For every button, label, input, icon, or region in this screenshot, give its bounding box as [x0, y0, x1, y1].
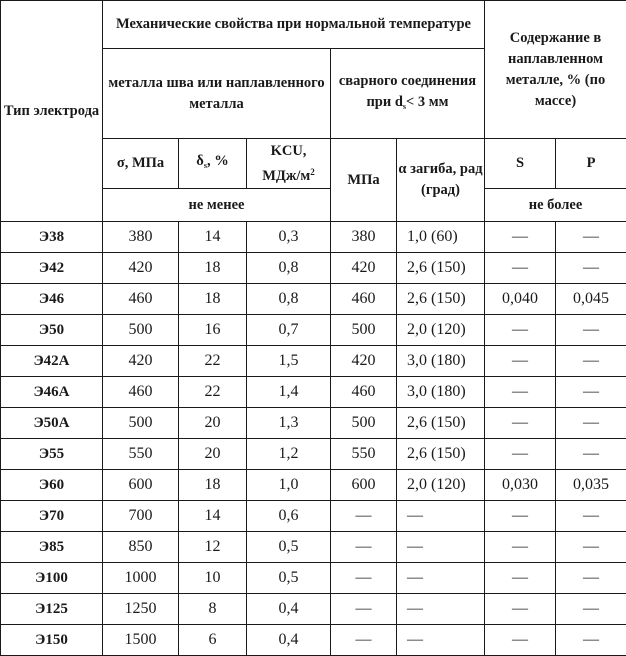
sulfur-cell: —: [485, 532, 556, 563]
bend-angle-header: α загиба, рад (град): [397, 139, 485, 222]
sulfur-cell: —: [485, 408, 556, 439]
table-row: [1, 563, 626, 594]
electrode-type-cell: Э42: [1, 253, 103, 284]
delta-suffix: , %: [206, 153, 229, 169]
joint-mpa-cell: 500: [331, 408, 397, 439]
phosphorus-cell: —: [556, 563, 626, 594]
electrode-type-cell: Э100: [1, 563, 103, 594]
delta-subscript: s: [203, 161, 207, 170]
sigma-cell: 700: [103, 501, 179, 532]
sigma-cell: 420: [103, 253, 179, 284]
joint-mpa-cell: 600: [331, 470, 397, 501]
joint-mpa-cell: 550: [331, 439, 397, 470]
table-row: [1, 408, 626, 439]
bend-angle-cell: 1,0 (60): [397, 222, 485, 253]
phosphorus-cell: —: [556, 377, 626, 408]
bend-angle-cell: —: [397, 501, 485, 532]
table-row: [1, 377, 626, 408]
electrode-type-cell: Э38: [1, 222, 103, 253]
sigma-cell: 1500: [103, 625, 179, 656]
kcu-cell: 0,4: [247, 594, 331, 625]
kcu-cell: 1,4: [247, 377, 331, 408]
joint-mpa-cell: 460: [331, 377, 397, 408]
electrode-type-cell: Э150: [1, 625, 103, 656]
phosphorus-cell: —: [556, 501, 626, 532]
joint-mpa-header: МПа: [331, 139, 397, 222]
sulfur-cell: —: [485, 346, 556, 377]
delta-cell: 18: [179, 253, 247, 284]
phosphorus-cell: 0,045: [556, 284, 626, 315]
table-row: [1, 532, 626, 563]
joint-mpa-cell: 460: [331, 284, 397, 315]
table-row: [1, 315, 626, 346]
content-header: Содержание в наплавленном металле, % (по массе): [485, 1, 626, 139]
delta-cell: 20: [179, 439, 247, 470]
sulfur-cell: —: [485, 377, 556, 408]
table-row: [1, 284, 626, 315]
delta-cell: 22: [179, 377, 247, 408]
electrode-type-cell: Э46: [1, 284, 103, 315]
table-row: [1, 253, 626, 284]
sigma-cell: 600: [103, 470, 179, 501]
not-less-header: не менее: [103, 189, 331, 222]
sigma-cell: 500: [103, 408, 179, 439]
electrode-type-cell: Э70: [1, 501, 103, 532]
sigma-cell: 500: [103, 315, 179, 346]
delta-cell: 10: [179, 563, 247, 594]
electrode-type-cell: Э42А: [1, 346, 103, 377]
phosphorus-cell: —: [556, 315, 626, 346]
joint-mpa-cell: —: [331, 563, 397, 594]
bend-angle-cell: 3,0 (180): [397, 377, 485, 408]
delta-cell: 20: [179, 408, 247, 439]
bend-angle-cell: 2,6 (150): [397, 439, 485, 470]
not-more-header: не более: [485, 189, 626, 222]
electrode-type-header: Тип электрода: [1, 1, 103, 222]
joint-mpa-cell: 420: [331, 253, 397, 284]
sulfur-cell: 0,030: [485, 470, 556, 501]
sigma-cell: 850: [103, 532, 179, 563]
joint-mpa-cell: —: [331, 625, 397, 656]
kcu-cell: 1,3: [247, 408, 331, 439]
delta-cell: 12: [179, 532, 247, 563]
kcu-cell: 0,3: [247, 222, 331, 253]
sigma-cell: 460: [103, 284, 179, 315]
sulfur-cell: —: [485, 439, 556, 470]
phosphorus-header: P: [556, 139, 626, 189]
table-row: [1, 594, 626, 625]
bend-angle-cell: —: [397, 594, 485, 625]
phosphorus-cell: —: [556, 346, 626, 377]
welded-joint-header: [331, 49, 485, 139]
kcu-header: [247, 139, 331, 189]
table-row: [1, 470, 626, 501]
joint-mpa-cell: 420: [331, 346, 397, 377]
kcu-cell: 1,2: [247, 439, 331, 470]
electrode-type-cell: Э85: [1, 532, 103, 563]
electrode-type-cell: Э60: [1, 470, 103, 501]
table-row: [1, 346, 626, 377]
phosphorus-cell: 0,035: [556, 470, 626, 501]
phosphorus-cell: —: [556, 408, 626, 439]
weld-metal-header: металла шва или наплавленного металла: [103, 49, 331, 139]
sulfur-cell: —: [485, 594, 556, 625]
kcu-cell: 0,8: [247, 284, 331, 315]
sulfur-cell: —: [485, 222, 556, 253]
table-row: [1, 501, 626, 532]
bend-angle-cell: —: [397, 532, 485, 563]
table-header: [1, 1, 626, 222]
joint-mpa-cell: —: [331, 594, 397, 625]
sulfur-cell: 0,040: [485, 284, 556, 315]
phosphorus-cell: —: [556, 594, 626, 625]
table-row: [1, 222, 626, 253]
sigma-cell: 1250: [103, 594, 179, 625]
kcu-line2: МДж/м: [262, 167, 311, 184]
bend-angle-cell: 3,0 (180): [397, 346, 485, 377]
electrode-type-cell: Э50А: [1, 408, 103, 439]
sulfur-cell: —: [485, 625, 556, 656]
sulfur-cell: —: [485, 563, 556, 594]
joint-mpa-cell: 500: [331, 315, 397, 346]
joint-mpa-cell: 380: [331, 222, 397, 253]
delta-cell: 8: [179, 594, 247, 625]
kcu-cell: 1,5: [247, 346, 331, 377]
phosphorus-cell: —: [556, 253, 626, 284]
delta-cell: 6: [179, 625, 247, 656]
joint-mpa-cell: —: [331, 532, 397, 563]
delta-cell: 18: [179, 470, 247, 501]
sulfur-header: S: [485, 139, 556, 189]
delta-cell: 16: [179, 315, 247, 346]
sigma-header: σ, МПа: [103, 139, 179, 189]
bend-angle-cell: 2,6 (150): [397, 253, 485, 284]
kcu-cell: 0,5: [247, 532, 331, 563]
sigma-cell: 460: [103, 377, 179, 408]
electrode-type-cell: Э125: [1, 594, 103, 625]
bend-angle-cell: 2,0 (120): [397, 470, 485, 501]
kcu-superscript: 2: [310, 166, 315, 177]
delta-header: [179, 139, 247, 189]
delta-cell: 14: [179, 501, 247, 532]
delta-symbol: δ: [196, 153, 204, 169]
electrode-type-cell: Э46А: [1, 377, 103, 408]
phosphorus-cell: —: [556, 222, 626, 253]
kcu-cell: 0,7: [247, 315, 331, 346]
phosphorus-cell: —: [556, 439, 626, 470]
kcu-line1: KCU,: [270, 142, 307, 159]
bend-angle-cell: 2,6 (150): [397, 408, 485, 439]
bend-angle-cell: —: [397, 625, 485, 656]
sulfur-cell: —: [485, 315, 556, 346]
electrode-type-cell: Э55: [1, 439, 103, 470]
delta-cell: 14: [179, 222, 247, 253]
bend-angle-cell: 2,0 (120): [397, 315, 485, 346]
kcu-cell: 0,5: [247, 563, 331, 594]
sigma-cell: 1000: [103, 563, 179, 594]
sigma-cell: 550: [103, 439, 179, 470]
joint-mpa-cell: —: [331, 501, 397, 532]
table-row: [1, 439, 626, 470]
welded-joint-subscript: s: [402, 101, 407, 111]
sigma-cell: 380: [103, 222, 179, 253]
bend-angle-cell: —: [397, 563, 485, 594]
sulfur-cell: —: [485, 253, 556, 284]
kcu-cell: 0,6: [247, 501, 331, 532]
phosphorus-cell: —: [556, 532, 626, 563]
mechanical-properties-header: Механические свойства при нормальной температуре: [103, 1, 485, 49]
electrode-type-cell: Э50: [1, 315, 103, 346]
sigma-cell: 420: [103, 346, 179, 377]
kcu-cell: 0,4: [247, 625, 331, 656]
delta-cell: 22: [179, 346, 247, 377]
table-row: [1, 625, 626, 656]
welded-joint-suffix: < 3 мм: [406, 93, 449, 110]
welded-joint-prefix: сварного соединения при d: [338, 72, 477, 110]
table-body: [1, 222, 626, 656]
kcu-cell: 0,8: [247, 253, 331, 284]
delta-cell: 18: [179, 284, 247, 315]
bend-angle-cell: 2,6 (150): [397, 284, 485, 315]
sulfur-cell: —: [485, 501, 556, 532]
kcu-cell: 1,0: [247, 470, 331, 501]
phosphorus-cell: —: [556, 625, 626, 656]
